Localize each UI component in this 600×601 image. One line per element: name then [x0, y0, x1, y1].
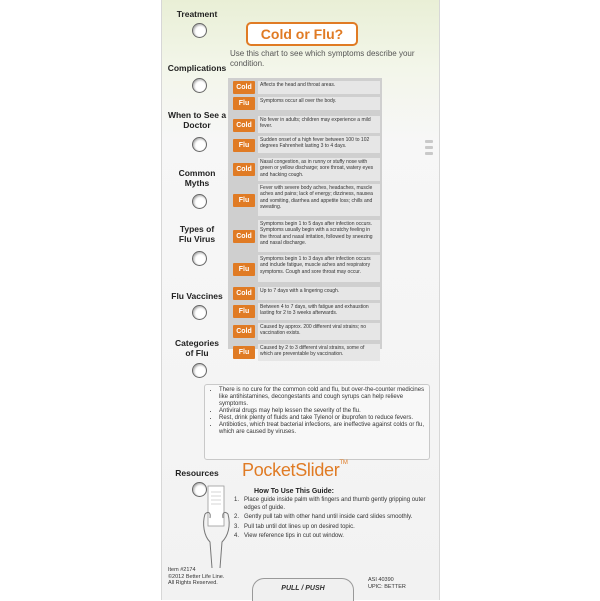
- tab-dot-complications: [192, 78, 207, 93]
- symptom-text: Symptoms begin 1 to 5 days after infection occurs. Symptoms usually begin with a scratchy feeling in the throat and nasal irritation, followed by sneezing and nasal discharge.: [258, 220, 380, 252]
- symptom-text: Nasal congestion, as in runny or stuffy nose with green or yellow discharge; sore throat, watery eyes and hacking cough.: [258, 158, 380, 181]
- flu-badge: Flu: [233, 305, 255, 318]
- page-title: Cold or Flu?: [246, 22, 358, 46]
- item-info: [168, 567, 228, 587]
- tip-item: • Rest, drink plenty of fluids and take Tylenol or ibuprofen to reduce fevers.: [219, 415, 425, 422]
- symptom-text: Caused by approx. 200 different viral strains; no vaccination exists.: [258, 323, 380, 340]
- cold-badge: Cold: [233, 325, 255, 338]
- tab-treatment[interactable]: Treatment: [176, 9, 218, 19]
- cold-badge: Cold: [233, 230, 255, 243]
- howto-step: [234, 524, 430, 532]
- hand-holding-guide-icon: [200, 484, 234, 570]
- brand-tm: TM: [339, 460, 348, 466]
- step-number: 4.: [234, 533, 240, 539]
- symptom-text: Symptoms begin 1 to 3 days after infection occurs and include fatigue, muscle aches and respiratory symptoms. Cough and sore throat may occur.: [258, 255, 380, 282]
- pull-push-tab[interactable]: PULL / PUSH: [252, 578, 354, 601]
- upic-code: UPIC: BETTER: [368, 583, 406, 590]
- asi-number: ASI 40390: [368, 577, 394, 583]
- symptom-text: Affects the head and throat areas.: [258, 81, 380, 94]
- brand-name: PocketSlider: [242, 460, 340, 480]
- tab-dot-types-of-flu-virus: [192, 251, 207, 266]
- tab-dot-when-to-see-a-doctor: [192, 137, 207, 152]
- symptom-text: No fever in adults; children may experience a mild fever.: [258, 116, 380, 133]
- howto-step: [234, 533, 430, 541]
- tab-common-myths[interactable]: Common Myths: [178, 168, 216, 188]
- grip-mark: [425, 140, 433, 143]
- asi-info: [368, 577, 406, 590]
- step-text: Gently pull tab with other hand until inside card slides smoothly.: [244, 514, 413, 520]
- step-text: Pull tab until dot lines up on desired topic.: [244, 523, 355, 530]
- tab-complications[interactable]: Complications: [167, 63, 227, 73]
- grip-mark: [425, 146, 433, 149]
- tab-dot-categories-of-flu: [192, 363, 207, 378]
- symptom-text: Caused by 2 to 3 different viral strains, some of which are preventable by vaccination.: [258, 344, 380, 361]
- tab-dot-flu-vaccines: [192, 305, 207, 320]
- brand-logo: [242, 460, 348, 481]
- item-number: Item #2174: [168, 567, 196, 573]
- flu-badge: Flu: [233, 139, 255, 152]
- howto-step: [234, 497, 430, 512]
- grip-mark: [425, 152, 433, 155]
- cold-badge: Cold: [233, 163, 255, 176]
- step-number: 3.: [234, 523, 240, 530]
- flu-badge: Flu: [233, 263, 255, 276]
- reference-tips: [205, 385, 429, 436]
- copyright: ©2012 Better Life Line.: [168, 573, 225, 580]
- cold-badge: Cold: [233, 81, 255, 94]
- symptom-text: Fever with severe body aches, headaches, muscle aches and pains; lack of energy; dizziness, nausea and vomiting, diarrhea and appetite loss; chills and sweating.: [258, 184, 380, 216]
- flu-badge: Flu: [233, 97, 255, 110]
- cutout-window: [204, 384, 430, 460]
- howto-steps: [234, 497, 430, 543]
- symptom-text: Up to 7 days with a lingering cough.: [258, 287, 380, 300]
- symptom-chart: [228, 78, 382, 358]
- rights: All Rights Reserved.: [168, 580, 218, 586]
- tab-dot-treatment: [192, 23, 207, 38]
- step-text: View reference tips in cut out window.: [244, 533, 344, 539]
- tab-dot-common-myths: [192, 194, 207, 209]
- tab-resources[interactable]: Resources: [175, 468, 219, 478]
- tab-categories-of-flu[interactable]: Categories of Flu: [175, 338, 219, 358]
- flu-badge: Flu: [233, 346, 255, 359]
- howto-step: [234, 514, 430, 522]
- tip-item: • Antibiotics, which treat bacterial infections, are ineffective against colds or flu, which are caused by viruses.: [219, 422, 425, 436]
- symptom-text: Between 4 to 7 days, with fatigue and exhaustion lasting for 2 to 3 weeks afterwards.: [258, 303, 380, 320]
- step-text: Place guide inside palm with fingers and thumb gently gripping outer edges of guide.: [244, 497, 426, 511]
- symptom-text: Sudden onset of a high fever between 100 to 102 degrees Fahrenheit lasting 3 to 4 days.: [258, 136, 380, 153]
- step-number: 2.: [234, 514, 240, 520]
- symptom-text: Symptoms occur all over the body.: [258, 97, 380, 110]
- tab-flu-vaccines[interactable]: Flu Vaccines: [171, 291, 223, 301]
- tab-types-of-flu-virus[interactable]: Types of Flu Virus: [178, 224, 216, 244]
- step-number: 1.: [234, 497, 240, 503]
- howto-title: How To Use This Guide:: [254, 488, 334, 495]
- tab-when-to-see-a-doctor[interactable]: When to See a Doctor: [167, 110, 227, 130]
- cold-badge: Cold: [233, 119, 255, 132]
- tip-item: • There is no cure for the common cold and flu, but over-the-counter medicines like antihistamines, decongestants and cough syrups can help relieve symptoms.: [219, 387, 425, 408]
- tip-item: • Antiviral drugs may help lessen the severity of the flu.: [219, 408, 425, 415]
- cold-badge: Cold: [233, 287, 255, 300]
- intro-text: Use this chart to see which symptoms describe your condition.: [230, 49, 415, 68]
- flu-badge: Flu: [233, 194, 255, 207]
